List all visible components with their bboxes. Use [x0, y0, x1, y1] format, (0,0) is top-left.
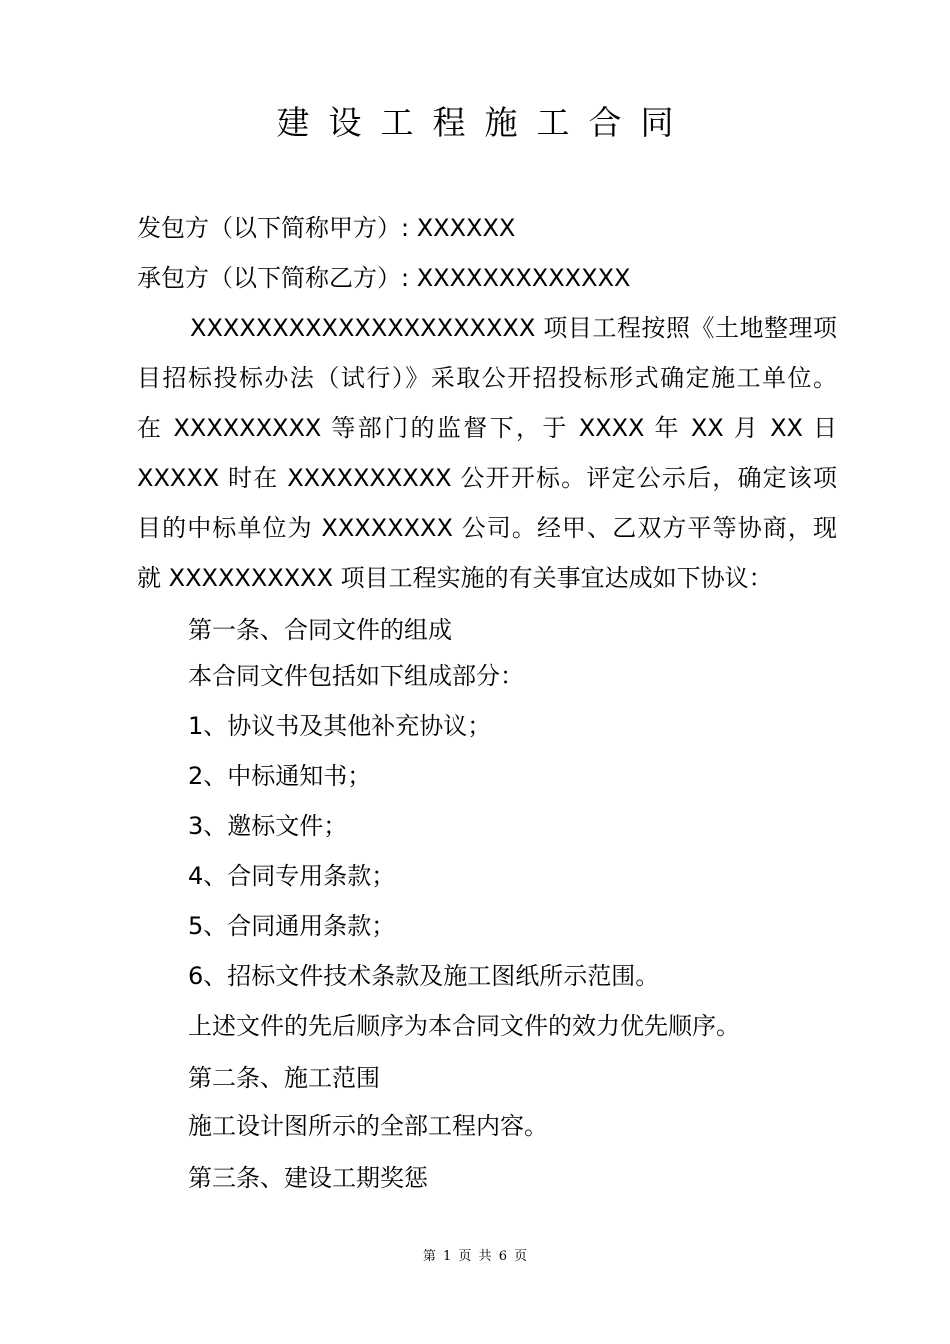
list-item: 4、合同专用条款；	[188, 862, 396, 890]
intro-line: XXXXXXXXXXXXXXXXXXXXX 项目工程按照《土地整理项	[190, 314, 837, 342]
list-item: 6、招标文件技术条款及施工图纸所示范围。	[188, 962, 660, 990]
list-item: 2、中标通知书；	[188, 762, 372, 790]
document-title: 建设工程施工合同	[276, 103, 693, 142]
list-item: 1、协议书及其他补充协议；	[188, 712, 492, 740]
party-contractor: 承包方（以下简称乙方）: XXXXXXXXXXXXX	[137, 264, 631, 292]
article-2-heading: 第二条、施工范围	[188, 1064, 380, 1092]
article-2-body: 施工设计图所示的全部工程内容。	[188, 1112, 548, 1140]
article-3-heading: 第三条、建设工期奖惩	[188, 1164, 428, 1192]
intro-line: 目招标投标办法（试行）》采取公开招投标形式确定施工单位。	[137, 364, 837, 392]
party-employer: 发包方（以下简称甲方）: XXXXXX	[137, 214, 516, 242]
article-1-lead: 本合同文件包括如下组成部分：	[188, 662, 524, 690]
page-footer: 第 1 页 共 6 页	[422, 1249, 528, 1264]
intro-line: 就 XXXXXXXXXX 项目工程实施的有关事宜达成如下协议：	[137, 564, 773, 592]
list-item: 3、邀标文件；	[188, 812, 348, 840]
intro-line: 在 XXXXXXXXX 等部门的监督下，于 XXXX 年 XX 月 XX 日	[137, 414, 837, 442]
list-item: 5、合同通用条款；	[188, 912, 396, 940]
article-1-closing: 上述文件的先后顺序为本合同文件的效力优先顺序。	[188, 1012, 740, 1040]
intro-line: XXXXX 时在 XXXXXXXXXX 公开开标。评定公示后，确定该项	[137, 464, 837, 492]
article-1-heading: 第一条、合同文件的组成	[188, 616, 452, 644]
intro-line: 目的中标单位为 XXXXXXXX 公司。经甲、乙双方平等协商，现	[137, 514, 837, 542]
